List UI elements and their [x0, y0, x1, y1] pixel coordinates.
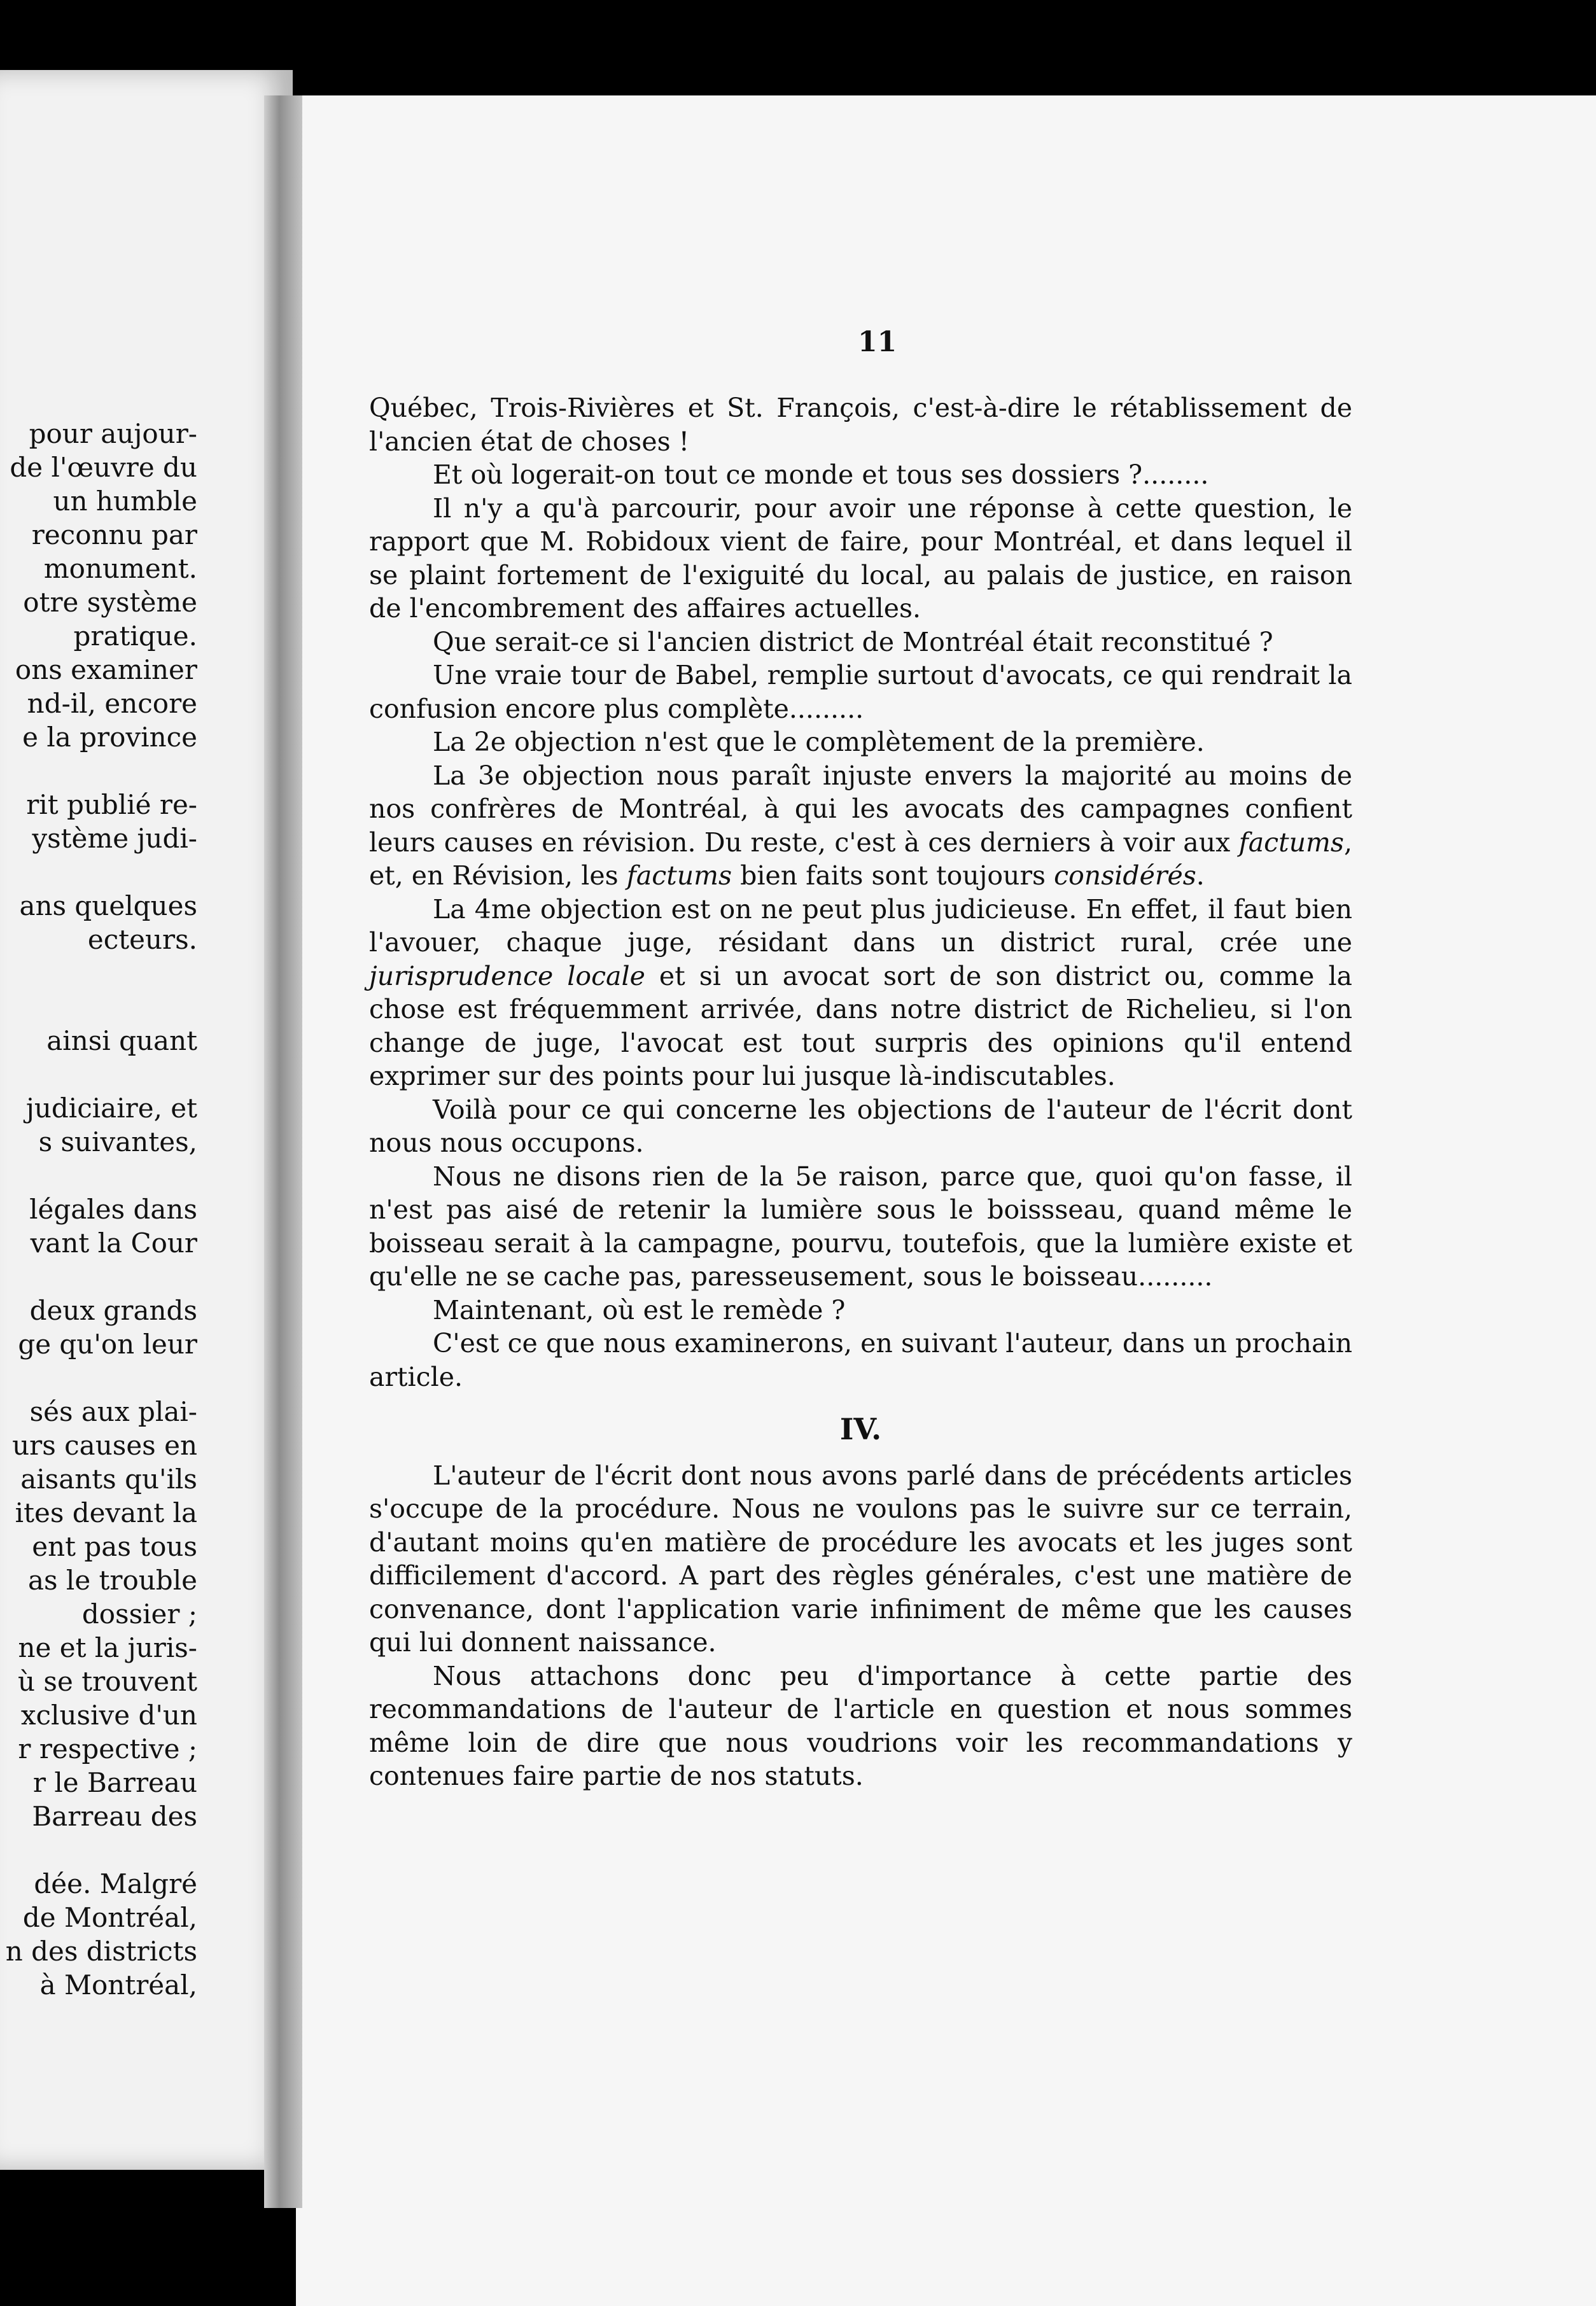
facing-page-line: pour aujour-: [29, 418, 197, 449]
facing-page-line: ù se trouvent: [18, 1666, 197, 1697]
facing-page-line: dossier ;: [81, 1598, 197, 1630]
facing-page-line: ons examiner: [15, 654, 197, 685]
text: , et, en Révision, les: [369, 827, 1352, 891]
text: et si un avocat sort de son district ou, comme la chose est fréquemment arrivée, dans notre district de Richelieu, si l'on change de juge, l'avocat est tout surpris des opinions qu'il entend exprimer sur des points pour lui jusque là-indiscutables.: [369, 960, 1352, 1091]
text: .: [1196, 860, 1205, 891]
facing-page-line: ystème judi-: [32, 823, 197, 854]
facing-page-line: [0, 855, 197, 889]
facing-page-line: monument.: [43, 553, 197, 584]
facing-page-line: n des districts: [5, 1936, 197, 1967]
facing-page-line: aisants qu'ils: [20, 1464, 197, 1495]
italic-text: jurisprudence locale: [369, 960, 645, 991]
facing-page-line: e la province: [22, 722, 197, 753]
facing-page-line: ent pas tous: [32, 1531, 197, 1562]
facing-page-line: [0, 754, 197, 788]
facing-page-line: ans quelques: [19, 890, 197, 921]
facing-page-line: ne et la juris-: [18, 1632, 197, 1663]
facing-page-line: ites devant la: [15, 1497, 197, 1528]
paragraph: La 2e objection n'est que le complètement de la première.: [433, 727, 1205, 757]
text: La 4me objection est on ne peut plus judicieuse. En effet, il faut bien l'avouer, chaque juge, résidant dans un district rural, crée une: [369, 893, 1352, 958]
paragraph: L'auteur de l'écrit dont nous avons parlé dans de précédents articles s'occupe de la procédure. Nous ne voulons pas le suivre sur ce terrain, d'autant moins qu'en matière de procédure les avocats et les juges sont difficilement d'accord. A part des règles générales, c'est une matière de convenance, dont l'application varie infiniment de même que les causes qui lui donnent naissance.: [369, 1460, 1352, 1658]
facing-page-line: vant la Cour: [30, 1227, 197, 1259]
section-heading: IV.: [839, 1412, 882, 1446]
facing-page-line: [0, 1159, 197, 1192]
facing-page-line: sés aux plai-: [29, 1396, 197, 1427]
book-gutter: [264, 95, 302, 2208]
facing-page-line: judiciaire, et: [25, 1093, 197, 1124]
facing-page-line: [0, 1058, 197, 1091]
facing-page-line: rit publié re-: [26, 789, 197, 820]
paragraph: Québec, Trois-Rivières et St. François, c'est-à-dire le rétablissement de l'ancien état de choses !: [369, 393, 1352, 457]
facing-page-line: légales dans: [29, 1194, 197, 1225]
facing-page-line: pratique.: [73, 620, 197, 652]
facing-page-line: à Montréal,: [39, 1969, 197, 2001]
paragraph: Nous ne disons rien de la 5e raison, parce que, quoi qu'on fasse, il n'est pas aisé de retenir la lumière sous le boissseau, quand même le boisseau serait à la campagne, pourvu, toutefois, que la lumière existe et qu'elle ne se cache pas, paresseusement, sous le boisseau.........: [369, 1161, 1352, 1292]
facing-page: [0, 70, 293, 2170]
paragraph: Une vraie tour de Babel, remplie surtout d'avocats, ce qui rendrait la confusion encore plus complète.........: [369, 660, 1352, 724]
paragraph: C'est ce que nous examinerons, en suivant l'auteur, dans un prochain article.: [369, 1328, 1352, 1392]
text: La 3e objection nous paraît injuste envers la majorité au moins de nos confrères de Montréal, à qui les avocats des campagnes confient leurs causes en révision. Du reste, c'est à ces derniers à voir aux: [369, 760, 1352, 858]
paragraph: Nous attachons donc peu d'importance à cette partie des recommandations de l'auteur de l'article en question et nous sommes même loin de dire que nous voudrions voir les recommandations y contenues faire partie de nos statuts.: [369, 1660, 1352, 1791]
page-number: 11: [858, 326, 897, 358]
facing-page-line: [0, 1833, 197, 1867]
text: bien faits sont toujours: [732, 860, 1054, 891]
paragraph: Il n'y a qu'à parcourir, pour avoir une réponse à cette question, le rapport que M. Robidoux vient de faire, pour Montréal, et dans lequel il se plaint fortement de l'exiguité du local, au palais de justice, en raison de l'encombrement des affaires actuelles.: [369, 493, 1352, 624]
facing-page-line: Barreau des: [32, 1801, 197, 1832]
facing-page-line: de Montréal,: [22, 1902, 197, 1933]
facing-page-line: deux grands: [29, 1295, 197, 1326]
facing-page-line: ge qu'on leur: [18, 1329, 197, 1360]
facing-page-line: un humble: [53, 486, 197, 517]
facing-page-line: de l'œuvre du: [10, 452, 197, 483]
facing-page-line: [0, 1260, 197, 1294]
paragraph: Et où logerait-on tout ce monde et tous ses dossiers ?........: [433, 459, 1209, 490]
italic-text: factums: [1238, 827, 1344, 858]
facing-page-line: r le Barreau: [32, 1767, 197, 1798]
paragraph: [369, 893, 1352, 1093]
paragraph: Voilà pour ce qui concerne les objections de l'auteur de l'écrit dont nous nous occupons.: [369, 1094, 1352, 1158]
facing-page-line: [0, 1361, 197, 1395]
facing-page-line: as le trouble: [27, 1565, 197, 1596]
facing-page-line: ecteurs.: [87, 924, 197, 955]
facing-page-line: [0, 990, 197, 1024]
facing-page-line: otre système: [23, 587, 197, 618]
facing-page-line: xclusive d'un: [20, 1700, 197, 1731]
facing-page-line: nd-il, encore: [27, 688, 197, 719]
body-text: [369, 391, 1352, 1793]
facing-page-text: [0, 417, 197, 2002]
facing-page-line: r respective ;: [18, 1733, 197, 1764]
paragraph: Maintenant, où est le remède ?: [433, 1294, 846, 1325]
paragraph: Que serait-ce si l'ancien district de Montréal était reconstitué ?: [433, 626, 1273, 657]
facing-page-line: dée. Malgré: [34, 1868, 197, 1899]
italic-text: factums: [626, 860, 732, 891]
facing-page-line: reconnu par: [31, 519, 197, 550]
facing-page-line: urs causes en: [12, 1430, 197, 1461]
paragraph: [369, 759, 1352, 893]
facing-page-line: s suivantes,: [38, 1126, 197, 1157]
facing-page-line: ainsi quant: [46, 1025, 197, 1056]
facing-page-line: [0, 956, 197, 990]
italic-text: considérés: [1054, 860, 1196, 891]
